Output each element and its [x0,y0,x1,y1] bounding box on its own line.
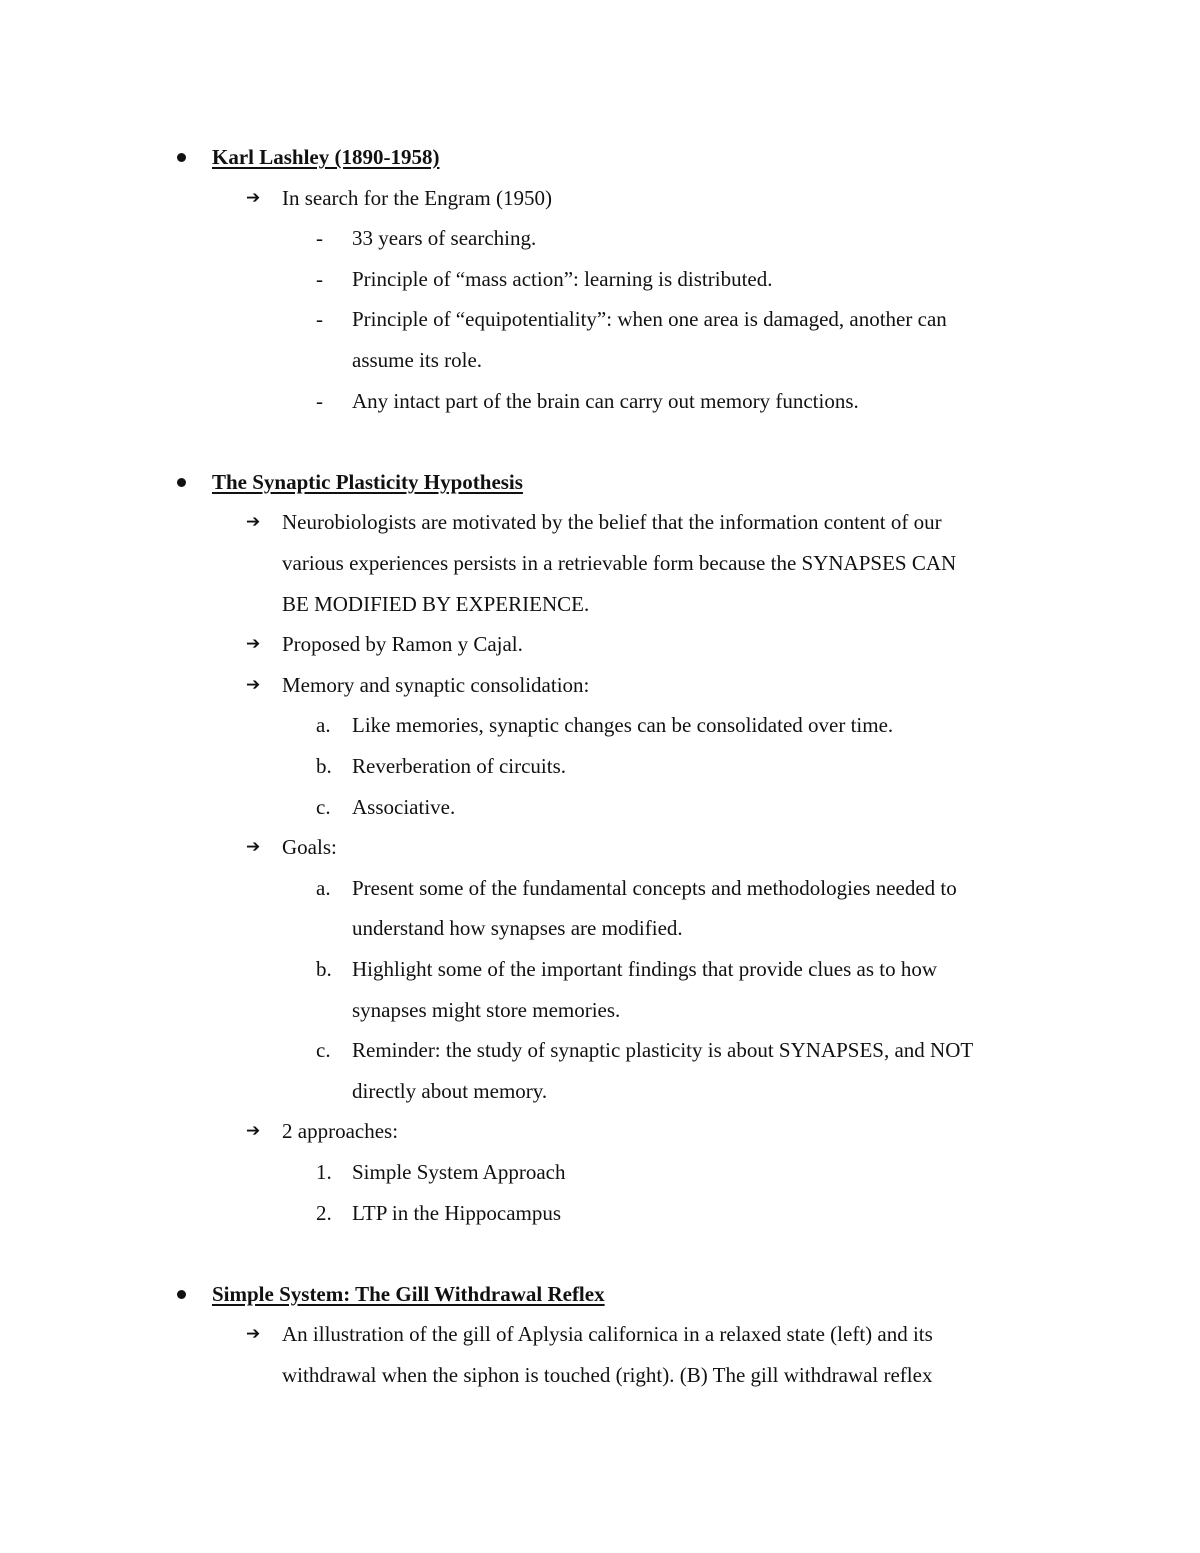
list-item-line: various experiences persists in a retrievable form because the SYNAPSES CAN [282,551,957,575]
list-item-line: Proposed by Ramon y Cajal. [282,632,523,657]
bullet-dot-icon [177,153,186,162]
sub-list-marker: - [316,226,323,251]
sub-list-item-line: Simple System Approach [352,1160,566,1184]
sub-list-item-line: LTP in the Hippocampus [352,1200,562,1225]
sub-list-marker: 1. [316,1160,332,1184]
sub-list-item-line: 33 years of searching. [352,226,537,251]
list-item-line: BE MODIFIED BY EXPERIENCE. [282,591,590,616]
sub-list-marker: c. [316,794,331,819]
arrow-bullet-icon: ➔ [246,674,261,695]
list-item-line: An illustration of the gill of Aplysia californica in a relaxed state (left) and its [282,1322,933,1347]
list-item-line: In search for the Engram (1950) [282,185,552,210]
arrow-bullet-icon: ➔ [246,837,261,858]
bullet-dot-icon [177,478,186,487]
sub-list-marker: b. [316,754,332,778]
sub-list-item-line: Principle of “mass action”: learning is distributed. [352,266,773,291]
sub-list-item-line: synapses might store memories. [352,997,621,1022]
sub-list-marker: - [316,388,323,413]
sub-list-marker: 2. [316,1200,332,1225]
arrow-bullet-icon: ➔ [246,1121,261,1142]
sub-list-marker: - [316,307,323,332]
sub-list-item-line: Principle of “equipotentiality”: when one area is damaged, another can [352,307,947,332]
sub-list-item-line: Highlight some of the important findings that provide clues as to how [352,957,937,981]
list-item-line: withdrawal when the siphon is touched (right). (B) The gill withdrawal reflex [282,1363,933,1387]
arrow-bullet-icon: ➔ [246,512,261,533]
arrow-bullet-icon: ➔ [246,187,261,208]
section-heading: Karl Lashley (1890-1958) [212,145,440,169]
sub-list-item-line: Present some of the fundamental concepts and methodologies needed to [352,875,957,900]
sub-list-item-line: Associative. [352,794,456,819]
sub-list-marker: - [316,266,323,291]
sub-list-item-line: Any intact part of the brain can carry out memory functions. [352,388,859,413]
list-item-line: 2 approaches: [282,1119,399,1144]
sub-list-marker: a. [316,875,331,900]
section-heading: The Synaptic Plasticity Hypothesis [212,469,523,494]
list-item-line: Memory and synaptic consolidation: [282,672,590,697]
bullet-dot-icon [177,1290,186,1299]
sub-list-marker: c. [316,1038,331,1063]
arrow-bullet-icon: ➔ [246,634,261,655]
sub-list-item-line: assume its role. [352,348,483,372]
list-item-line: Goals: [282,835,337,860]
section-heading: Simple System: The Gill Withdrawal Reflex [212,1281,605,1306]
sub-list-item-line: Reminder: the study of synaptic plasticity is about SYNAPSES, and NOT [352,1038,974,1063]
list-item-line: Neurobiologists are motivated by the belief that the information content of our [282,510,942,535]
sub-list-marker: a. [316,713,331,738]
sub-list-item-line: understand how synapses are modified. [352,916,683,941]
sub-list-item-line: Reverberation of circuits. [352,754,566,778]
arrow-bullet-icon: ➔ [246,1324,261,1345]
sub-list-item-line: directly about memory. [352,1078,548,1103]
sub-list-marker: b. [316,957,332,981]
sub-list-item-line: Like memories, synaptic changes can be consolidated over time. [352,713,894,738]
